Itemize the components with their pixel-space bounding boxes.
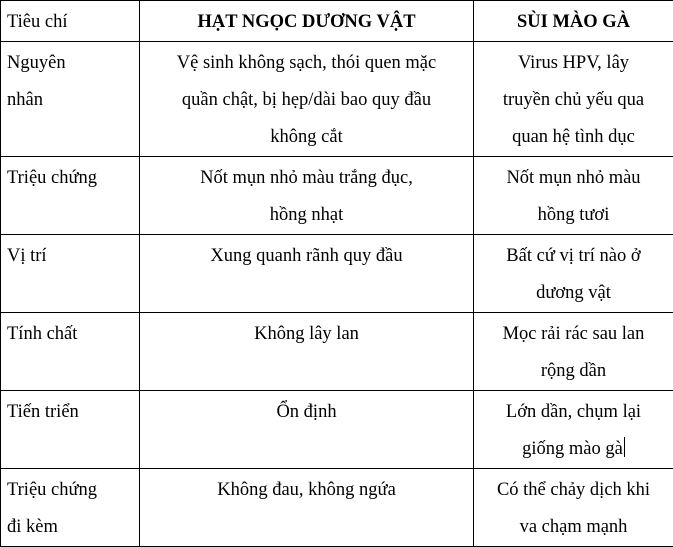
criterion-text: Tiến triển bbox=[7, 402, 79, 422]
genital-warts-cell bbox=[474, 235, 673, 313]
cell-text: Không đau, không ngứa bbox=[217, 480, 396, 500]
criterion-cell bbox=[1, 391, 140, 469]
header-pearly-papules: HẠT NGỌC DƯƠNG VẬT bbox=[140, 1, 474, 42]
cell-text: Xung quanh rãnh quy đầu bbox=[210, 246, 402, 266]
criterion-text: Triệu chứng bbox=[7, 480, 97, 500]
cell-text: Bất cứ vị trí nào ở bbox=[506, 246, 640, 266]
genital-warts-cell bbox=[474, 42, 673, 157]
cell-text: Virus HPV, lây bbox=[518, 53, 629, 73]
header-row bbox=[1, 1, 673, 42]
cell-text: giống mào gà bbox=[522, 439, 623, 459]
genital-warts-cell bbox=[474, 157, 673, 235]
cell-text: không cắt bbox=[270, 127, 342, 147]
cell-text: quần chật, bị hẹp/dài bao quy đầu bbox=[182, 90, 431, 110]
pearly-papules-cell bbox=[140, 469, 474, 547]
pearly-papules-cell bbox=[140, 157, 474, 235]
cell-text: Ổn định bbox=[276, 402, 336, 422]
text-cursor bbox=[624, 437, 625, 457]
pearly-papules-cell bbox=[140, 235, 474, 313]
criterion-cell bbox=[1, 157, 140, 235]
table-row-progression bbox=[1, 391, 673, 469]
cell-text: Mọc rải rác sau lan bbox=[503, 324, 645, 344]
table-row-location bbox=[1, 235, 673, 313]
table-row-symptoms bbox=[1, 157, 673, 235]
cell-text: Không lây lan bbox=[254, 324, 359, 344]
cell-text: truyền chủ yếu qua bbox=[503, 90, 644, 110]
header-criteria: Tiêu chí bbox=[1, 1, 140, 42]
criterion-cell bbox=[1, 42, 140, 157]
cell-text: Có thể chảy dịch khi bbox=[497, 480, 650, 500]
cell-text: Vệ sinh không sạch, thói quen mặc bbox=[177, 53, 436, 73]
genital-warts-cell[interactable] bbox=[474, 391, 673, 469]
criterion-text: đi kèm bbox=[7, 517, 58, 537]
cell-text: rộng dần bbox=[541, 361, 606, 381]
criterion-text: Vị trí bbox=[7, 246, 47, 266]
pearly-papules-cell bbox=[140, 313, 474, 391]
cell-text: hồng nhạt bbox=[270, 205, 343, 225]
criterion-cell bbox=[1, 469, 140, 547]
criterion-text: Triệu chứng bbox=[7, 168, 97, 188]
criterion-text: Nguyên bbox=[7, 53, 66, 73]
criterion-cell bbox=[1, 235, 140, 313]
cell-text: va chạm mạnh bbox=[520, 517, 628, 537]
cell-text: hồng tươi bbox=[538, 205, 610, 225]
cell-text: Lớn dần, chụm lại bbox=[506, 402, 641, 422]
criterion-text: Tính chất bbox=[7, 324, 77, 344]
cell-text: quan hệ tình dục bbox=[512, 127, 635, 147]
cell-text: dương vật bbox=[536, 283, 611, 303]
criterion-text: nhân bbox=[7, 90, 43, 110]
table-row-accompanying-symptoms bbox=[1, 469, 673, 547]
cell-text: Nốt mụn nhỏ màu bbox=[506, 168, 640, 188]
table-row-cause bbox=[1, 42, 673, 157]
pearly-papules-cell bbox=[140, 391, 474, 469]
cell-text: Nốt mụn nhỏ màu trắng đục, bbox=[200, 168, 413, 188]
genital-warts-cell bbox=[474, 469, 673, 547]
table-row-nature bbox=[1, 313, 673, 391]
header-genital-warts: SÙI MÀO GÀ bbox=[474, 1, 673, 42]
criterion-cell bbox=[1, 313, 140, 391]
genital-warts-cell bbox=[474, 313, 673, 391]
pearly-papules-cell bbox=[140, 42, 474, 157]
